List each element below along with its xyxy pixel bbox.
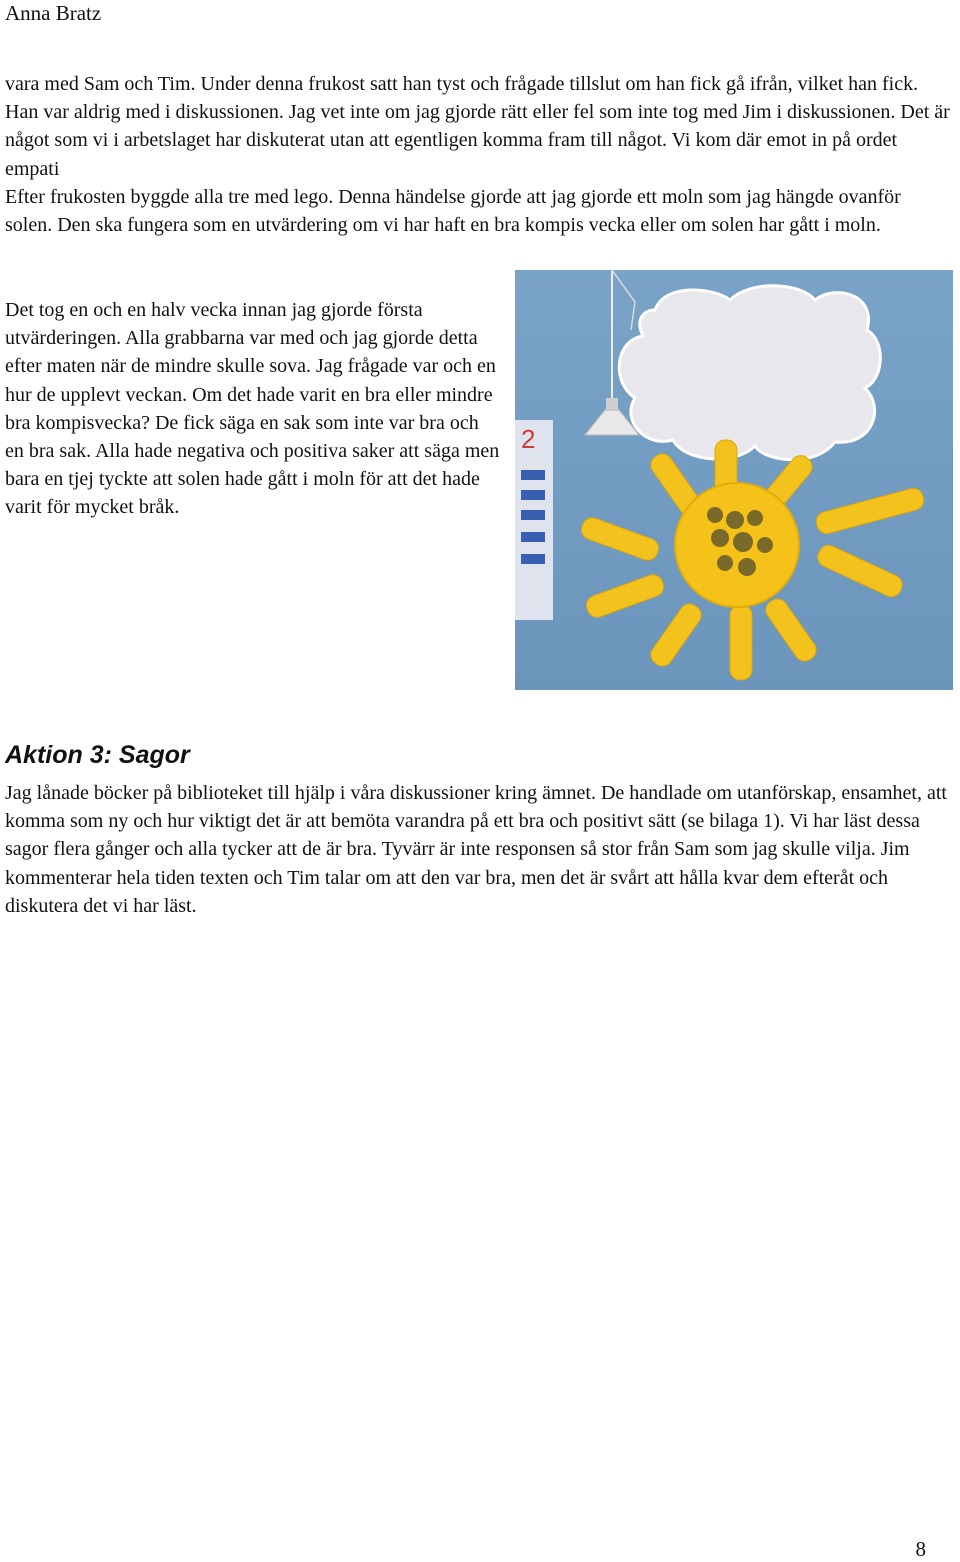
sun-decoration: [757, 537, 773, 553]
sun-decoration: [711, 529, 729, 547]
poster-text: 2: [521, 424, 536, 454]
sun-decoration: [707, 507, 723, 523]
sun-decoration: [747, 510, 763, 526]
sun-decoration: [726, 511, 744, 529]
sun-decoration: [733, 532, 753, 552]
poster-figure: [521, 510, 545, 520]
section-body: Jag lånade böcker på biblioteket till hjälp i våra diskussioner kring ämnet. De handlade om utanförskap, ensamhet, att komma som ny och hur viktigt det är att bemöta varandra på ett bra och positivt sätt (se bilaga 1). Vi har läst dessa sagor flera gånger och alla tycker att de är bra. Tyvärr är inte responsen så stor från Sam som jag skulle vilja. Jim kommenterar hela tiden texten och Tim talar om att den var bra, men det är svårt att hålla kvar dem efteråt och diskutera det vi har läst.: [5, 782, 947, 917]
paragraph-evaluation: Det tog en och en halv vecka innan jag gjorde första utvärderingen. Alla grabbarna var med och jag gjorde detta efter maten när de mindre skulle sova. Jag frågade var och en hur de upplevt veckan. Om det hade varit en bra eller mindre bra kompisvecka? De fick säga en sak som inte var bra och en bra sak. Alla hade negativa och positiva saker att säga men bara en tjej tyckte att solen hade gått i moln för att det hade varit för mycket bråk.: [5, 299, 500, 519]
sun-ray: [730, 605, 752, 680]
photo-illustration: [515, 270, 953, 690]
poster-figure: [521, 532, 545, 542]
poster-figure: [521, 490, 545, 500]
paragraph-intro-continued: Efter frukosten byggde alla tre med lego. Denna händelse gjorde att jag gjorde ett moln som jag hängde ovanför solen. Den ska fungera som en utvärdering om vi har haft en bra kompis vecka eller om solen har gått i moln.: [5, 185, 901, 237]
poster-figure: [521, 554, 545, 564]
section-heading: Aktion 3: Sagor: [5, 741, 190, 769]
cloud-shape: [619, 286, 880, 460]
poster-figure: [521, 470, 545, 480]
paragraph-intro: [5, 70, 950, 239]
sun-decoration: [738, 558, 756, 576]
author-header: Anna Bratz: [5, 1, 102, 25]
sun-decoration: [717, 555, 733, 571]
paragraph-intro-text: vara med Sam och Tim. Under denna frukost satt han tyst och frågade tillslut om han fick gå ifrån, vilket han fick. Han var aldrig med i diskussionen. Jag vet inte om jag gjorde rätt eller fel som inte tog med Jim i diskussionen. Det är något som vi i arbetslaget har diskuterat utan att egentligen komma fram till något. Vi kom där emot in på ordet empati: [5, 73, 950, 180]
sun-cloud-photo: [515, 270, 953, 690]
page-number: 8: [915, 1537, 926, 1561]
